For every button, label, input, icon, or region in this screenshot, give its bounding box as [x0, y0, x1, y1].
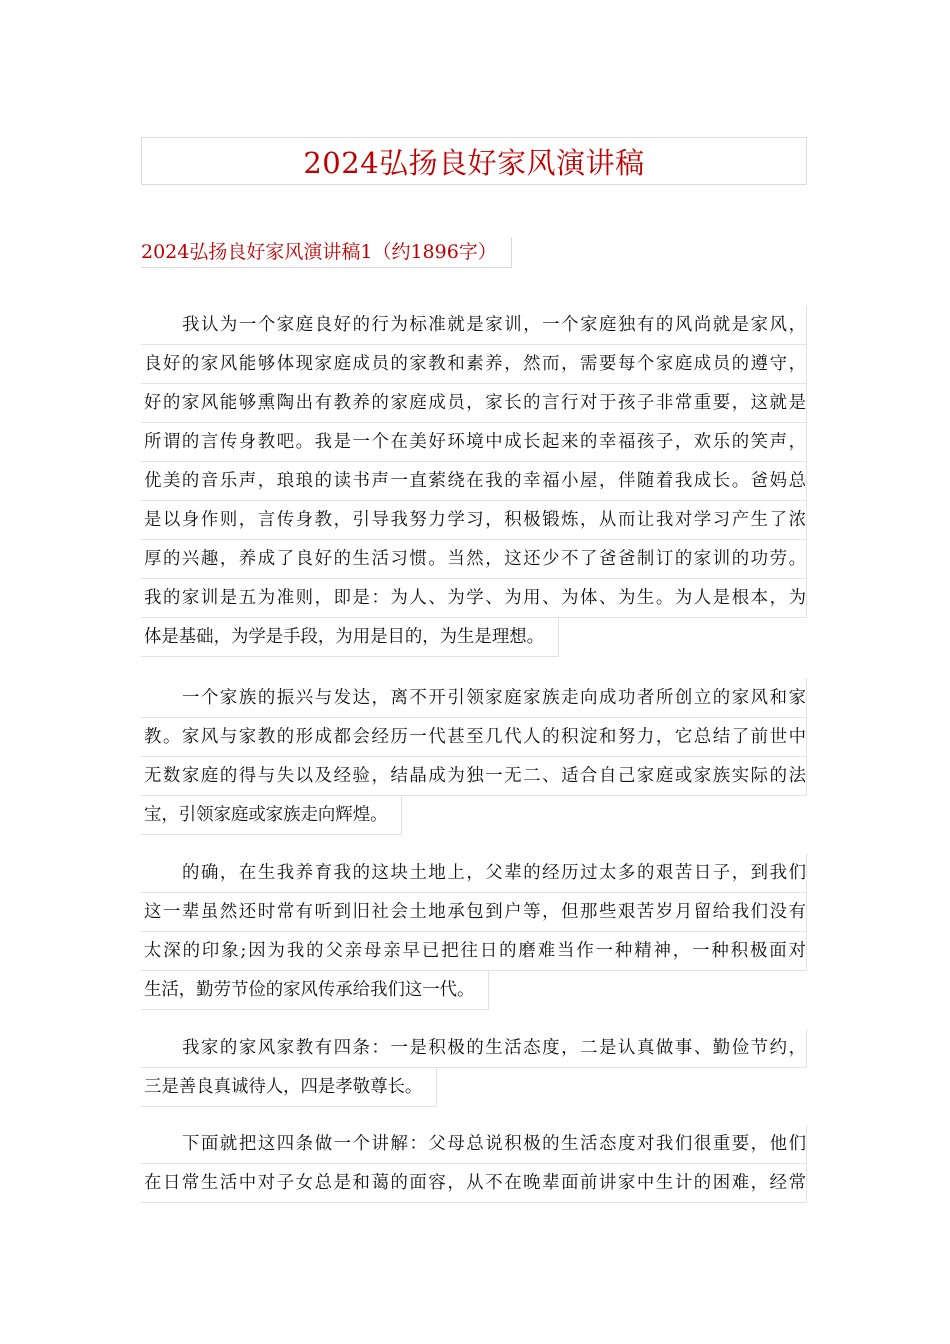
paragraph-line: 我认为一个家庭良好的行为标准就是家训，一个家庭独有的风尚就是家风， — [141, 306, 807, 345]
paragraph-line: 是以身作则，言传身教，引导我努力学习，积极锻炼，从而让我对学习产生了浓 — [141, 501, 807, 540]
paragraph-line: 所谓的言传身教吧。我是一个在美好环境中成长起来的幸福孩子，欢乐的笑声， — [141, 423, 807, 462]
paragraph-line: 这一辈虽然还时常有听到旧社会土地承包到户等，但那些艰苦岁月留给我们没有 — [141, 893, 807, 932]
document-title — [141, 137, 807, 185]
document-title-text: 2024弘扬良好家风演讲稿 — [303, 145, 645, 180]
paragraph-3 — [141, 854, 811, 1010]
paragraph-line: 下面就把这四条做一个讲解：父母总说积极的生活态度对我们很重要，他们 — [141, 1125, 807, 1164]
paragraph-line: 优美的音乐声，琅琅的读书声一直萦绕在我的幸福小屋，伴随着我成长。爸妈总 — [141, 462, 807, 501]
paragraph-line: 教。家风与家教的形成都会经历一代甚至几代人的积淀和努力，它总结了前世中 — [141, 718, 807, 757]
paragraph-line: 良好的家风能够体现家庭成员的家教和素养，然而，需要每个家庭成员的遵守， — [141, 345, 807, 384]
paragraph-line: 在日常生活中对子女总是和蔼的面容，从不在晚辈面前讲家中生计的困难，经常 — [141, 1164, 807, 1203]
paragraph-5 — [141, 1125, 811, 1203]
paragraph-line: 我的家训是五为准则，即是：为人、为学、为用、为体、为生。为人是根本，为 — [141, 579, 807, 618]
paragraph-line: 太深的印象;因为我的父亲母亲早已把往日的磨难当作一种精神，一种积极面对 — [141, 932, 807, 971]
paragraph-line: 无数家庭的得与失以及经验，结晶成为独一无二、适合自己家庭或家族实际的法 — [141, 757, 807, 796]
paragraph-1 — [141, 306, 811, 657]
paragraph-line: 三是善良真诚待人，四是孝敬尊长。 — [141, 1068, 437, 1107]
paragraph-line: 的确，在生我养育我的这块土地上，父辈的经历过太多的艰苦日子，到我们 — [141, 854, 807, 893]
paragraph-line: 体是基础，为学是手段，为用是目的，为生是理想。 — [141, 618, 559, 657]
paragraph-line: 生活，勤劳节俭的家风传承给我们这一代。 — [141, 971, 489, 1010]
paragraph-line: 一个家族的振兴与发达，离不开引领家庭家族走向成功者所创立的家风和家 — [141, 679, 807, 718]
section-heading: 2024弘扬良好家风演讲稿1（约1896字） — [141, 237, 512, 268]
paragraph-line: 好的家风能够熏陶出有教养的家庭成员，家长的言行对于孩子非常重要，这就是 — [141, 384, 807, 423]
paragraph-line: 我家的家风家教有四条：一是积极的生活态度，二是认真做事、勤俭节约， — [141, 1029, 807, 1068]
paragraph-4 — [141, 1029, 811, 1107]
paragraph-line: 厚的兴趣，养成了良好的生活习惯。当然，这还少不了爸爸制订的家训的功劳。 — [141, 540, 807, 579]
paragraph-line: 宝，引领家庭或家族走向辉煌。 — [141, 796, 402, 835]
paragraph-2 — [141, 679, 811, 835]
